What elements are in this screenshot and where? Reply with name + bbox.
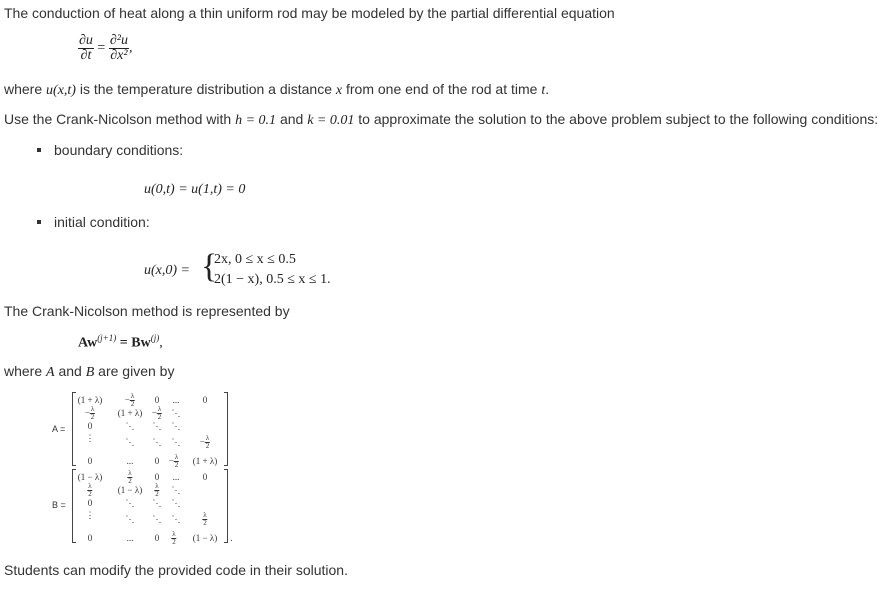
bullet-boundary: boundary conditions: [54, 142, 184, 158]
zero-entry: 0 [202, 395, 208, 405]
bullet-initial: initial condition: [54, 214, 150, 230]
where-ab-line [4, 363, 174, 381]
pde-lhs-den: ∂t [80, 48, 92, 63]
matrix-b-left-bracket [72, 469, 76, 543]
initial-case-1: 2x, 0 ≤ x ≤ 0.5 [214, 252, 296, 267]
diagonal-entry: (1 + λ) [192, 456, 218, 466]
zero-entry: 0 [154, 472, 160, 482]
matrix-b-period: . [230, 533, 233, 544]
vdots: ⋮ [85, 510, 95, 520]
ddots: ⋱ [125, 498, 135, 508]
off-diagonal-entry: − $\frac{\lambda}{2}$ [124, 392, 135, 408]
pde-equation [78, 34, 132, 63]
bullet-dot [37, 220, 41, 224]
ddots: ⋱ [152, 498, 162, 508]
hdots: ... [126, 456, 134, 466]
off-diagonal-entry: − $\frac{\lambda}{2}$ [168, 453, 179, 469]
off-diagonal-entry: $\frac{\lambda}{2}$ [172, 530, 176, 546]
diagonal-entry: (1 + λ) [117, 408, 143, 418]
diagonal-entry: (1 + λ) [77, 395, 103, 405]
use-math-k: k = 0.01 [307, 113, 355, 128]
zero-entry: 0 [154, 395, 160, 405]
use-math-h: h = 0.1 [235, 113, 277, 128]
zero-entry: 0 [154, 533, 160, 543]
where-text-2: is the temperature distribution a distance [75, 81, 336, 97]
zero-entry: 0 [202, 472, 208, 482]
ddots: ⋱ [125, 514, 135, 524]
matrix-b-label: B = [52, 500, 66, 510]
pde-rhs-den: ∂x² [110, 48, 128, 63]
off-diagonal-entry: − $\frac{\lambda}{2}$ [84, 405, 95, 421]
diagonal-entry: (1 − λ) [192, 533, 218, 543]
matrix-a-label: A = [52, 424, 66, 434]
where-text-4: . [545, 81, 550, 97]
cn-sup-1: (j+1) [97, 333, 117, 343]
ddots: ⋱ [171, 421, 181, 431]
zero-entry: 0 [87, 456, 93, 466]
initial-case-2: 2(1 − x), 0.5 ≤ x ≤ 1. [214, 272, 331, 287]
where-line [4, 81, 549, 99]
use-text-2: and [276, 111, 308, 127]
ddots: ⋱ [171, 408, 181, 418]
where-ab-text-2: and [54, 363, 86, 379]
diagonal-entry: (1 − λ) [77, 472, 103, 482]
ddots: ⋱ [125, 437, 135, 447]
initial-lhs: u(x,0) = [144, 263, 190, 278]
ddots: ⋱ [171, 437, 181, 447]
where-text-3: from one end of the rod at time [342, 81, 542, 97]
cn-line: The Crank-Nicolson method is represented by [4, 303, 290, 319]
pde-rhs-num: ∂²u [109, 33, 128, 48]
bullet-dot [37, 148, 41, 152]
off-diagonal-entry: − $\frac{\lambda}{2}$ [199, 434, 210, 450]
off-diagonal-entry: − $\frac{\lambda}{2}$ [151, 405, 162, 421]
ddots: ⋱ [152, 421, 162, 431]
where-ab-math-b: B [85, 365, 95, 380]
use-line [4, 111, 878, 129]
ddots: ⋱ [171, 485, 181, 495]
ddots: ⋱ [125, 421, 135, 431]
off-diagonal-entry: $\frac{\lambda}{2}$ [203, 511, 207, 527]
cn-equation [78, 333, 163, 352]
left-brace-icon: { [201, 248, 218, 285]
zero-entry: 0 [87, 533, 93, 543]
off-diagonal-entry: $\frac{\lambda}{2}$ [88, 482, 92, 498]
where-ab-math-a: A [46, 365, 55, 380]
use-text-1: Use the Crank-Nicolson method with [4, 111, 236, 127]
matrix-b-right-bracket [224, 469, 228, 543]
where-math-u: u(x,t) [46, 83, 76, 98]
ddots: ⋱ [171, 498, 181, 508]
intro-text: The conduction of heat along a thin uniform rod may be modeled by the partial differential equation [4, 5, 615, 21]
where-math-x: x [335, 83, 343, 98]
cn-aw: Aw [78, 335, 98, 351]
where-ab-text-1: where [4, 363, 47, 379]
cn-bw: = Bw [116, 335, 151, 351]
matrix-a-right-bracket [224, 392, 228, 466]
off-diagonal-entry: $\frac{\lambda}{2}$ [128, 469, 132, 485]
vdots: ⋮ [85, 433, 95, 443]
hdots: ... [172, 395, 180, 405]
off-diagonal-entry: $\frac{\lambda}{2}$ [155, 482, 159, 498]
where-text-1: where [4, 81, 47, 97]
outro-text: Students can modify the provided code in their solution. [4, 562, 348, 578]
where-math-t: t [541, 83, 546, 98]
ddots: ⋱ [171, 514, 181, 524]
matrix-a-left-bracket [72, 392, 76, 466]
zero-entry: 0 [87, 421, 93, 431]
use-text-3: to approximate the solution to the above problem subject to the following conditions: [354, 111, 879, 127]
boundary-equation: u(0,t) = u(1,t) = 0 [144, 182, 246, 197]
ddots: ⋱ [152, 514, 162, 524]
pde-equals: = [97, 40, 106, 56]
hdots: ... [172, 472, 180, 482]
zero-entry: 0 [87, 498, 93, 508]
where-ab-text-3: are given by [94, 363, 175, 379]
ddots: ⋱ [152, 437, 162, 447]
cn-sup-2: (j) [150, 333, 160, 343]
zero-entry: 0 [154, 456, 160, 466]
diagonal-entry: (1 − λ) [117, 485, 143, 495]
pde-lhs-num: ∂u [79, 33, 93, 48]
pde-comma: , [128, 40, 133, 56]
cn-comma: , [159, 335, 163, 351]
hdots: ... [126, 533, 134, 543]
